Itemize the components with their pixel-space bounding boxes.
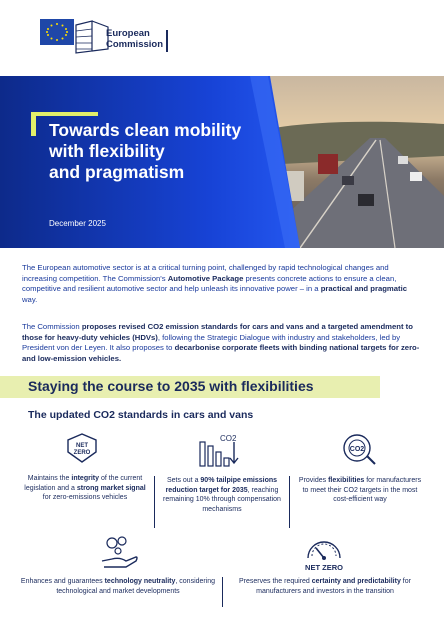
intro-paragraph (22, 263, 422, 305)
feature-text: Enhances and guarantees (20, 578, 105, 585)
proposal-text: The Commission (22, 322, 82, 331)
feature-text: , considering technological and market developments (56, 578, 216, 595)
hero-title-line-1: Towards clean mobility (49, 120, 242, 140)
feature-flexibilities (296, 476, 424, 505)
divider (222, 577, 223, 607)
logo-wordmark (106, 28, 163, 50)
feature-text: , reaching remaining 10% through compensation mechanisms (163, 486, 281, 513)
feature-bold: technology neutrality (104, 578, 176, 585)
intro-text: The European automotive sector is at a critical turning point, challenged by rapid technological changes and increasing competition. The Commission's (22, 263, 389, 283)
feature-text: Preserves the required (239, 578, 312, 585)
intro-text: presents concrete actions to ensure a clean, competitive and resilient automotive sector and help unleash its innovative power – in a (22, 273, 397, 294)
feature-integrity (20, 474, 150, 503)
feature-text: of the current legislation and a (24, 475, 143, 492)
intro-bold: Automotive Package (167, 273, 244, 283)
intro-bold: practical and pragmatic (320, 284, 408, 294)
proposal-text: , following the Strategic Dialogue with industry and stakeholders, led by President von der Leyen. It also proposes to (22, 332, 401, 353)
feature-bold: strong market signal (76, 484, 146, 492)
co2-reduction-icon (198, 432, 242, 468)
hero-title-line-3: and pragmatism (49, 162, 185, 182)
co2-label: CO2 (220, 434, 237, 443)
feature-bold: flexibilities (328, 477, 365, 484)
net-zero-badge-icon (64, 432, 100, 464)
hero-title (49, 120, 241, 183)
hand-gears-icon (100, 533, 140, 571)
feature-technology-neutrality (20, 577, 216, 596)
proposal-bold: decarbonise corporate fleets with binding national targets for zero- and low-emission vehicles. (22, 343, 420, 363)
logo-line-1: European (106, 28, 150, 39)
feature-text: Provides (298, 477, 329, 484)
divider (289, 476, 290, 528)
hero-title-line-2: with flexibility (49, 141, 165, 161)
co2-target-icon (341, 432, 377, 466)
net-zero-gauge-icon (302, 534, 346, 572)
feature-text: for zero-emissions vehicles (42, 494, 128, 501)
feature-bold: integrity (71, 475, 99, 482)
publication-date: December 2025 (49, 219, 106, 228)
section-title: Staying the course to 2035 with flexibilities (28, 378, 314, 394)
feature-certainty (230, 577, 420, 596)
feature-text: Maintains the (27, 475, 72, 482)
svg-text:CO2: CO2 (349, 446, 365, 453)
feature-text: for manufacturers and investors in the transition (256, 578, 411, 595)
svg-text:NET: NET (76, 443, 88, 449)
logo-line-2: Commission (106, 39, 164, 50)
feature-text: for manufacturers to meet their CO2 targets in the most cost-efficient way (302, 477, 422, 503)
proposal-paragraph (22, 322, 422, 364)
feature-bold: certainty and predictability (311, 578, 401, 585)
feature-bold: 90% tailpipe emissions reduction target for 2035 (165, 477, 278, 494)
net-zero-label: NET ZERO (305, 563, 343, 572)
proposal-bold: proposes revised CO2 emission standards for cars and vans and a targeted amendment to those for heavy-duty vehicles (HDVs) (22, 322, 413, 342)
feature-90-percent (162, 476, 282, 514)
intro-text: way. (22, 294, 38, 304)
divider (154, 476, 155, 528)
section-subtitle: The updated CO2 standards in cars and vans (28, 409, 254, 421)
svg-text:ZERO: ZERO (73, 450, 91, 456)
logo-divider (166, 30, 168, 52)
eu-flag-icon (40, 19, 74, 55)
hero-banner (0, 76, 444, 248)
feature-text: Sets out a (166, 477, 201, 484)
